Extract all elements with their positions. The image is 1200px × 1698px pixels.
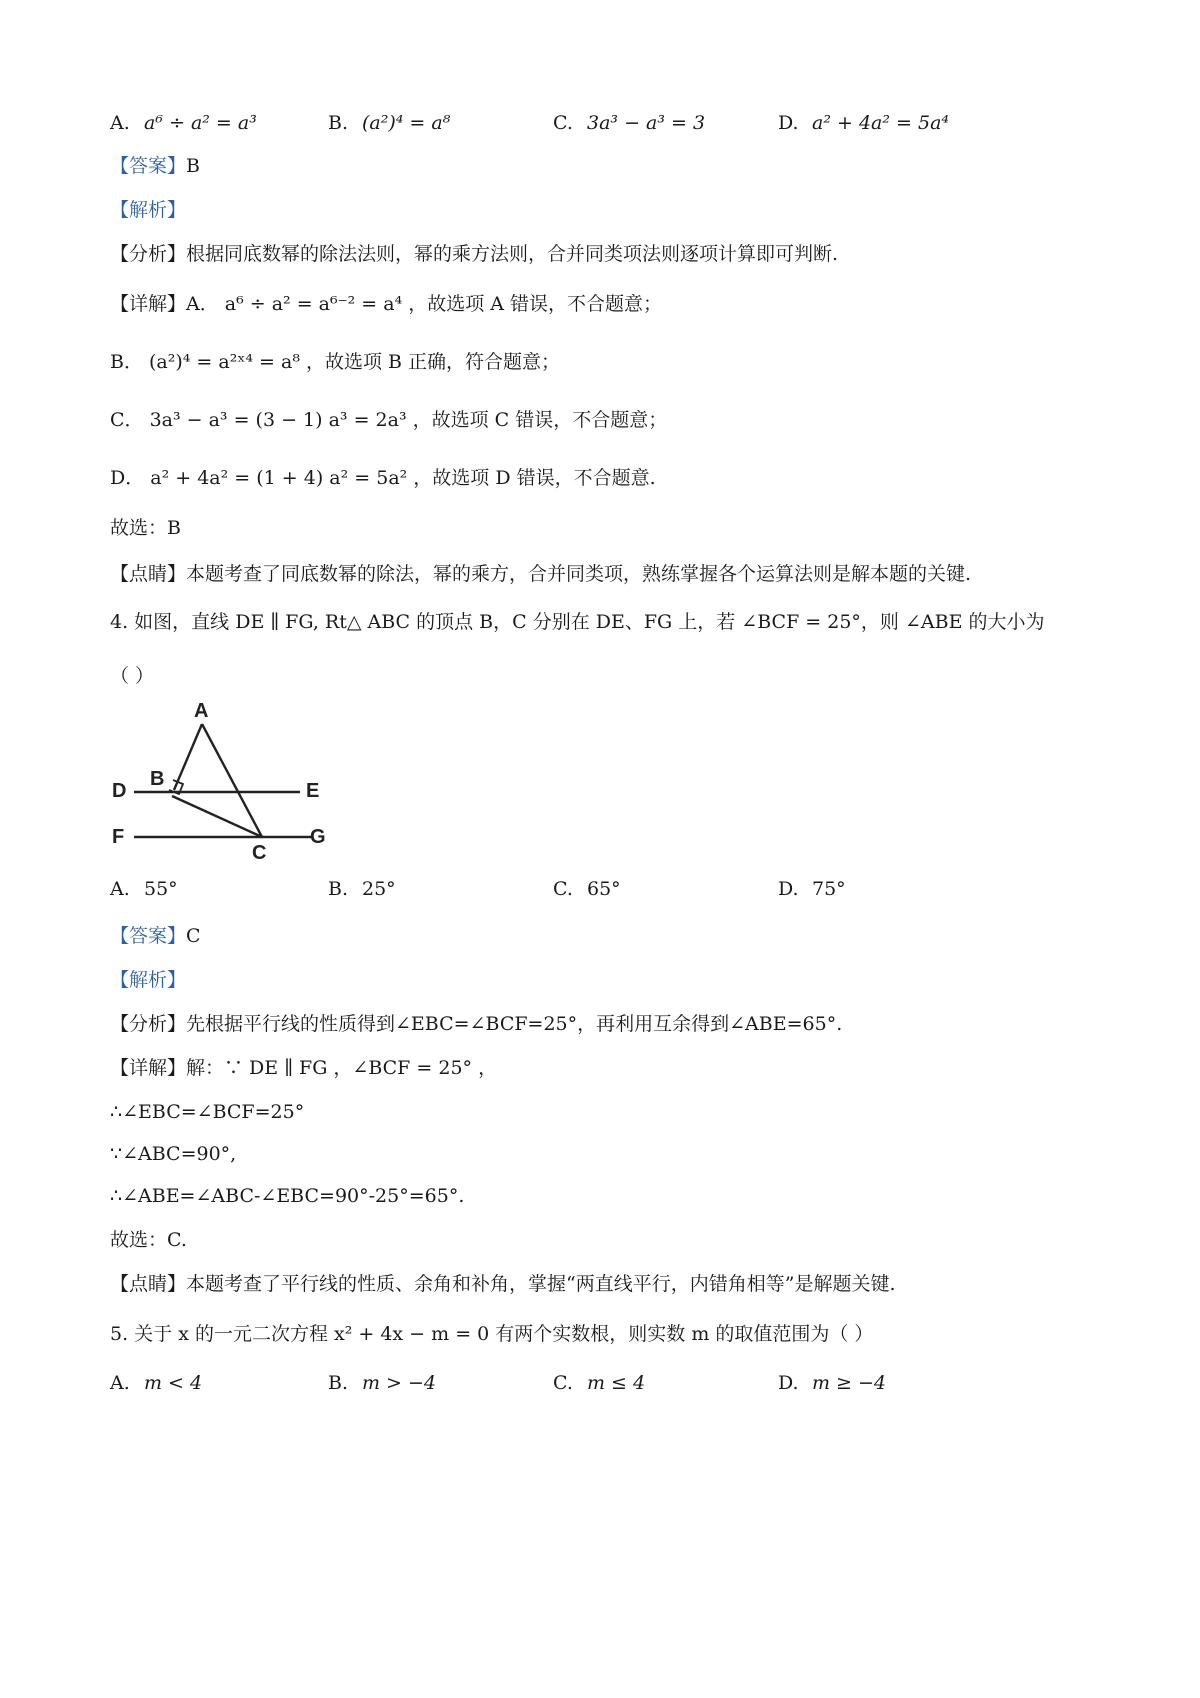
segment-ab-main [174,724,202,790]
q5-option-a: A. m < 4 [110,1372,203,1394]
q4-detail-3: ∴∠ABE=∠ABC-∠EBC=90°-25°=65°. [110,1185,465,1207]
label-c: C [252,842,267,864]
q4-analysis: 【分析】先根据平行线的性质得到∠EBC=∠BCF=25°，再利用互余得到∠ABE=65°. [110,1013,843,1035]
q5-option-b: B. m > −4 [328,1372,437,1394]
q3-option-c: C. 3a³ − a³ = 3 [553,112,706,134]
segment-ac-main [202,724,262,837]
q4-paren: （ ） [110,665,155,687]
q4-detail-2: ∵∠ABC=90°, [110,1143,237,1165]
q4-options [110,878,1110,908]
q3-detail-d: D． a² + 4a² = (1 + 4) a² = 5a² ，故选项 D 错误，不合题意. [110,467,656,489]
label-d: D [112,780,127,802]
q5-options [110,1372,1110,1402]
label-g: G [310,826,326,848]
q4-option-b: B. 25° [328,878,396,900]
q5-stem: 5. 关于 x 的一元二次方程 x² + 4x − m = 0 有两个实数根，则实数 m 的取值范围为（ ） [110,1323,874,1345]
segment-bc-main [172,796,262,837]
q4-comment: 【点睛】本题考查了平行线的性质、余角和补角，掌握“两直线平行，内错角相等”是解题关键. [110,1273,896,1295]
q4-stem: 4. 如图，直线 DE ∥ FG, Rt△ ABC 的顶点 B，C 分别在 DE、FG 上，若 ∠BCF = 25°，则 ∠ABE 的大小为 [110,611,1045,633]
q4-choice: 故选：C. [110,1229,187,1251]
q4-figure-labels [112,700,372,870]
q4-jiexi: 【解析】 [110,969,187,991]
q3-comment: 【点睛】本题考查了同底数幂的除法，幂的乘方，合并同类项，熟练掌握各个运算法则是解本题的关键. [110,563,972,585]
q3-detail-b: B． (a²)⁴ = a²ˣ⁴ = a⁸ ，故选项 B 正确，符合题意； [110,351,561,373]
q3-options [110,112,1110,142]
q3-choice: 故选：B [110,517,181,539]
q4-detail-first: 【详解】解：∵ DE ∥ FG ，∠BCF = 25° ， [110,1057,498,1079]
q4-option-a: A. 55° [110,878,178,900]
q3-jiexi: 【解析】 [110,199,187,221]
q3-analysis: 【分析】根据同底数幂的除法法则，幂的乘方法则，合并同类项法则逐项计算即可判断. [110,243,839,265]
label-f: F [112,826,125,848]
q3-option-b: B. (a²)⁴ = a⁸ [328,112,451,134]
q4-detail-1: ∴∠EBC=∠BCF=25° [110,1101,305,1123]
q5-option-d: D. m ≥ −4 [778,1372,887,1394]
q4-answer: 【答案】C [110,925,201,947]
label-b: B [150,768,165,790]
q3-detail-c: C． 3a³ − a³ = (3 − 1) a³ = 2a³ ，故选项 C 错误，不合题意； [110,409,668,431]
label-e: E [306,780,320,802]
label-a: A [194,700,209,722]
q4-option-d: D. 75° [778,878,846,900]
q3-answer: 【答案】B [110,155,200,177]
q3-detail-a: 【详解】A． a⁶ ÷ a² = a⁶⁻² = a⁴ ，故选项 A 错误，不合题意； [110,293,663,315]
q3-option-a: A. a⁶ ÷ a² = a³ [110,112,257,134]
q5-option-c: C. m ≤ 4 [553,1372,646,1394]
q3-option-d: D. a² + 4a² = 5a⁴ [778,112,950,134]
q4-option-c: C. 65° [553,878,621,900]
